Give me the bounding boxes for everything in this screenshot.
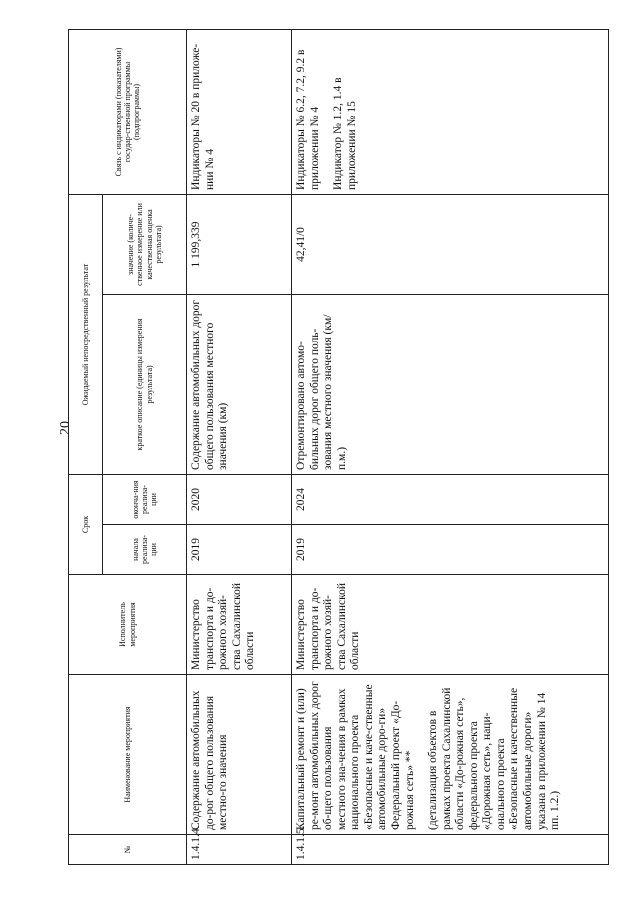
header-term-start: начала реализа-ции — [103, 525, 187, 575]
row-num: 1.4.1.4. — [187, 835, 292, 865]
row-start: 2019 — [292, 525, 609, 575]
row-link — [292, 29, 609, 194]
row-link-extra: Индикатор № 1.2, 1.4 в приложении № 15 — [332, 77, 358, 190]
row-result-desc: Отремонтировано автомо-бильных дорог общего поль-зования местного значения (км/п.м.) — [292, 294, 609, 474]
row-link-text: Индикаторы № 20 в приложе-нии № 4 — [190, 43, 216, 190]
row-end: 2020 — [187, 474, 292, 524]
page-number: 20 — [58, 421, 73, 435]
row-name — [292, 675, 609, 835]
row-link — [187, 29, 292, 194]
header-link: Связь с индикаторами (показателями) государ-ственной программы (подпрограммы) — [69, 29, 187, 194]
row-name-text: Содержание автомобильных до-рог общего пользования местно-го значения — [190, 690, 230, 830]
header-term: Срок — [69, 474, 103, 574]
row-num: 1.4.1.5. — [292, 835, 609, 865]
row-name-note: (детализация объектов в рамках проекта Сахалинской области «До-рожная сеть», федерального проекта «Дорожная сеть», наци-онального проекта «Безопасные и качественные автомобильные дороги» указана в приложении № 14 пп. 1.2.) — [427, 687, 562, 830]
row-result-desc: Содержание автомобильных дорог общего пользования местного значения (км) — [187, 294, 292, 474]
table-row — [187, 29, 292, 864]
header-result-value: значение (количе-ственное измерение или качественная оценка результата) — [103, 194, 187, 294]
row-executor: Министерство транспорта и до-рожного хозяй-ства Сахалинской области — [187, 575, 292, 675]
row-end: 2024 — [292, 474, 609, 524]
header-executor: Исполнитель мероприятия — [69, 575, 187, 675]
row-link-text: Индикаторы № 6.2, 7.2, 9.2 в приложении № 4 — [295, 49, 321, 190]
header-term-end: оконча-ния реализа-ции — [103, 474, 187, 524]
row-name — [187, 675, 292, 835]
table-area — [68, 30, 608, 865]
measures-table — [68, 29, 609, 865]
header-result-desc: краткое описание (единицы измерения результата) — [103, 294, 187, 474]
row-result-value: 1 199,339 — [187, 194, 292, 294]
row-executor: Министерство транспорта и до-рожного хозяй-ства Сахалинской области — [292, 575, 609, 675]
header-result: Ожидаемый непосредственный результат — [69, 194, 103, 474]
row-result-value: 42,41/0 — [292, 194, 609, 294]
row-name-text: Капитальный ремонт и (или) ре-монт автомобильных дорог об-щего пользования местного зна-чения в рамках национального проекта «Безопасные и каче-ственные автомобильные доро-ги» Федеральный проект «До-рожная сеть» ** — [295, 681, 416, 830]
table-row — [292, 29, 609, 864]
header-num: № — [69, 835, 187, 865]
header-name: Наименование мероприятия — [69, 675, 187, 835]
row-start: 2019 — [187, 525, 292, 575]
